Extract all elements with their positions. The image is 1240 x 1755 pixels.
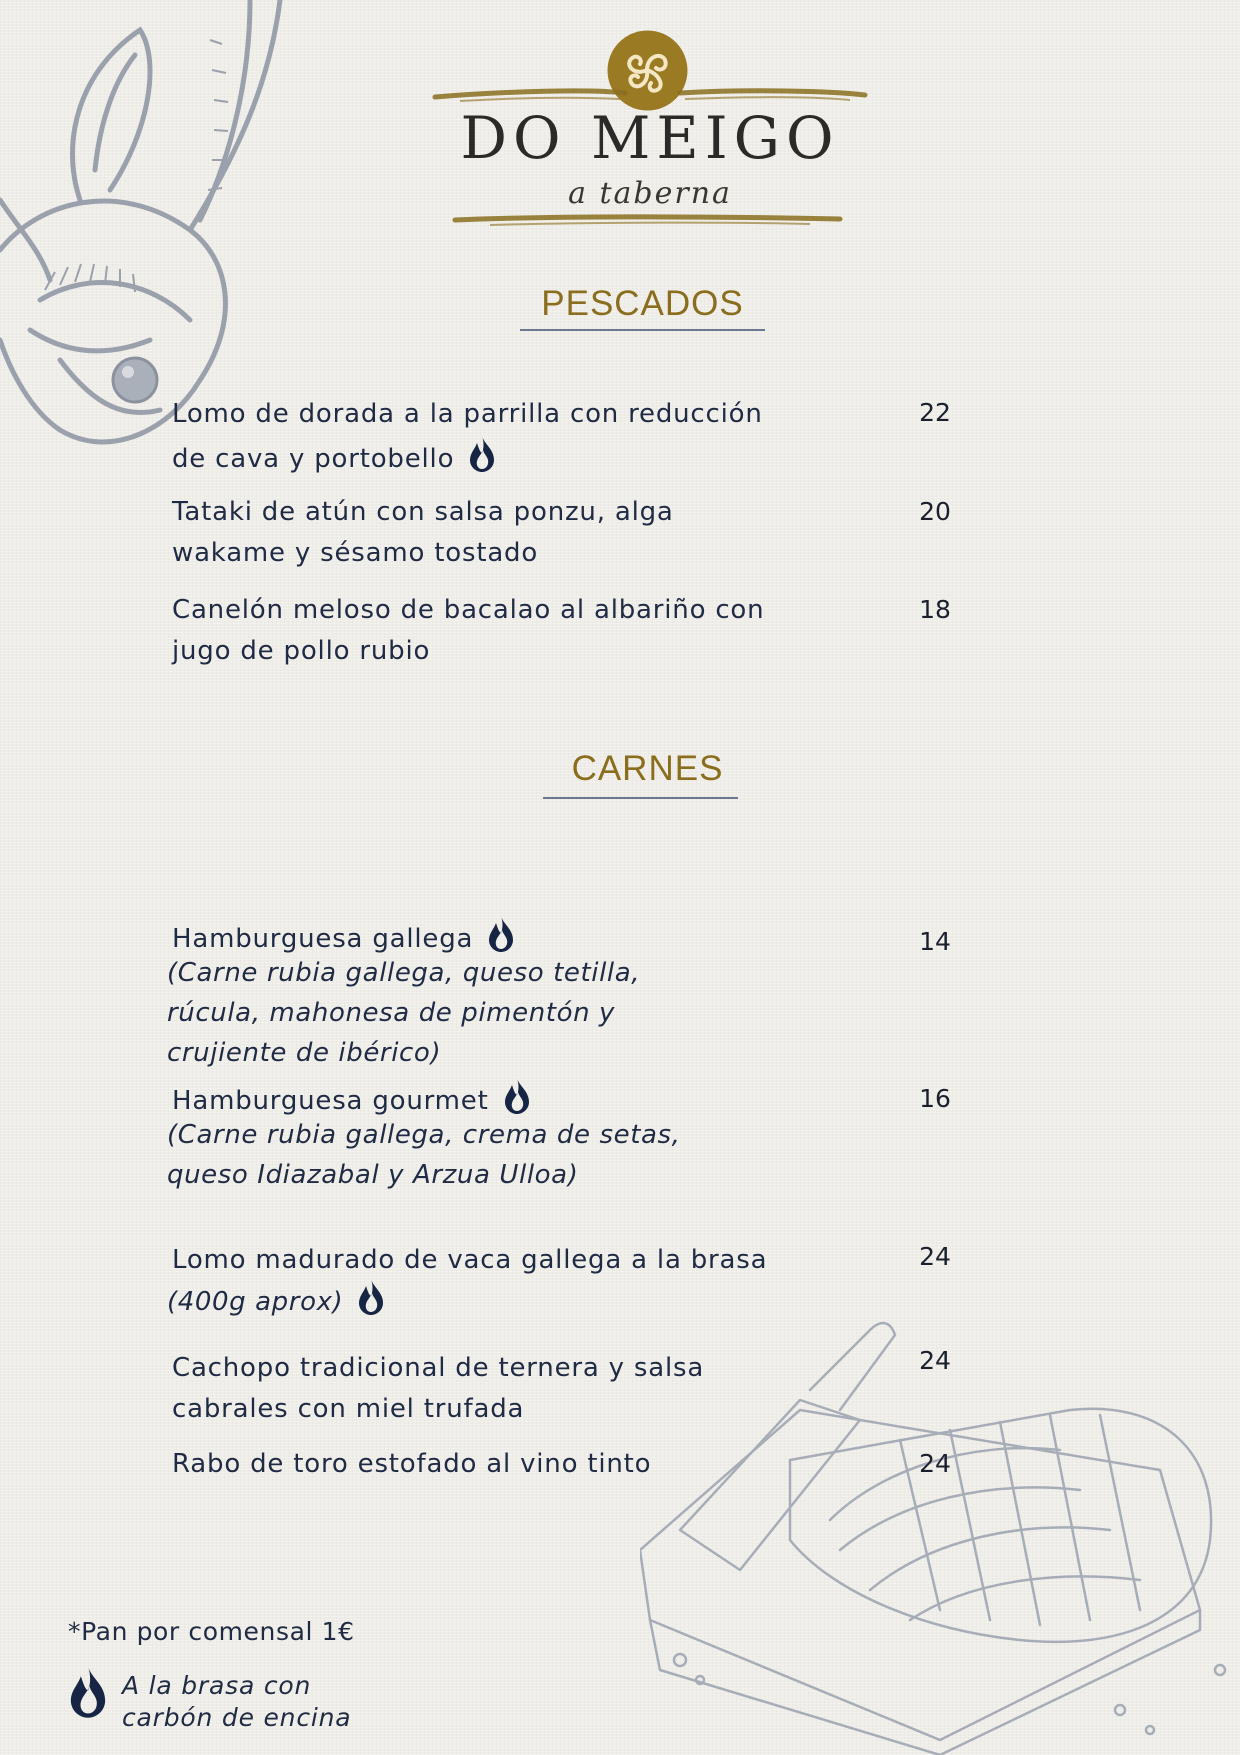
flame-icon (487, 915, 515, 953)
flame-icon (503, 1077, 531, 1115)
item-name: Lomo de dorada a la parrilla con reducción de cava y portobello (172, 399, 763, 474)
item-price: 24 (919, 1242, 951, 1271)
item-name: Cachopo tradicional de ternera y salsa cabrales con miel trufada (172, 1353, 705, 1424)
item-description: (400g aprox) (167, 1278, 787, 1322)
item-price: 24 (919, 1449, 951, 1478)
item-name: Lomo madurado de vaca gallega a la brasa (172, 1245, 768, 1275)
item-price: 16 (919, 1084, 951, 1113)
item-price: 14 (919, 927, 951, 956)
section-underline-carnes (543, 797, 738, 799)
brand-subtitle: a taberna (568, 176, 732, 211)
brand-logo (430, 28, 870, 233)
item-price: 22 (919, 398, 951, 427)
flame-icon (357, 1278, 385, 1316)
section-title-pescados: PESCADOS (541, 284, 744, 323)
item-name: Hamburguesa gallega (172, 915, 792, 960)
section-title-carnes: CARNES (571, 749, 724, 788)
item-price: 24 (919, 1346, 951, 1375)
brush-stroke-bottom (450, 210, 850, 230)
item-description: (Carne rubia gallega, crema de setas, queso Idiazabal y Arzua Ulloa) (167, 1120, 681, 1190)
item-name: Tataki de atún con salsa ponzu, alga wakame y sésamo tostado (172, 497, 674, 568)
item-name: Hamburguesa gourmet (172, 1077, 792, 1122)
item-description: (Carne rubia gallega, queso tetilla, rúcula, mahonesa de pimentón y crujiente de ibérico) (167, 958, 641, 1068)
flame-icon (68, 1662, 108, 1722)
brand-name: DO MEIGO (460, 104, 840, 172)
item-price: 20 (919, 497, 951, 526)
section-underline-pescados (520, 329, 765, 331)
flame-icon (468, 435, 496, 473)
item-name: Rabo de toro estofado al vino tinto (172, 1449, 652, 1479)
bread-note: *Pan por comensal 1€ (68, 1617, 355, 1646)
item-price: 18 (919, 595, 951, 624)
flame-legend: A la brasa con carbón de encina (122, 1671, 352, 1732)
item-name: Canelón meloso de bacalao al albariño con jugo de pollo rubio (172, 595, 765, 666)
